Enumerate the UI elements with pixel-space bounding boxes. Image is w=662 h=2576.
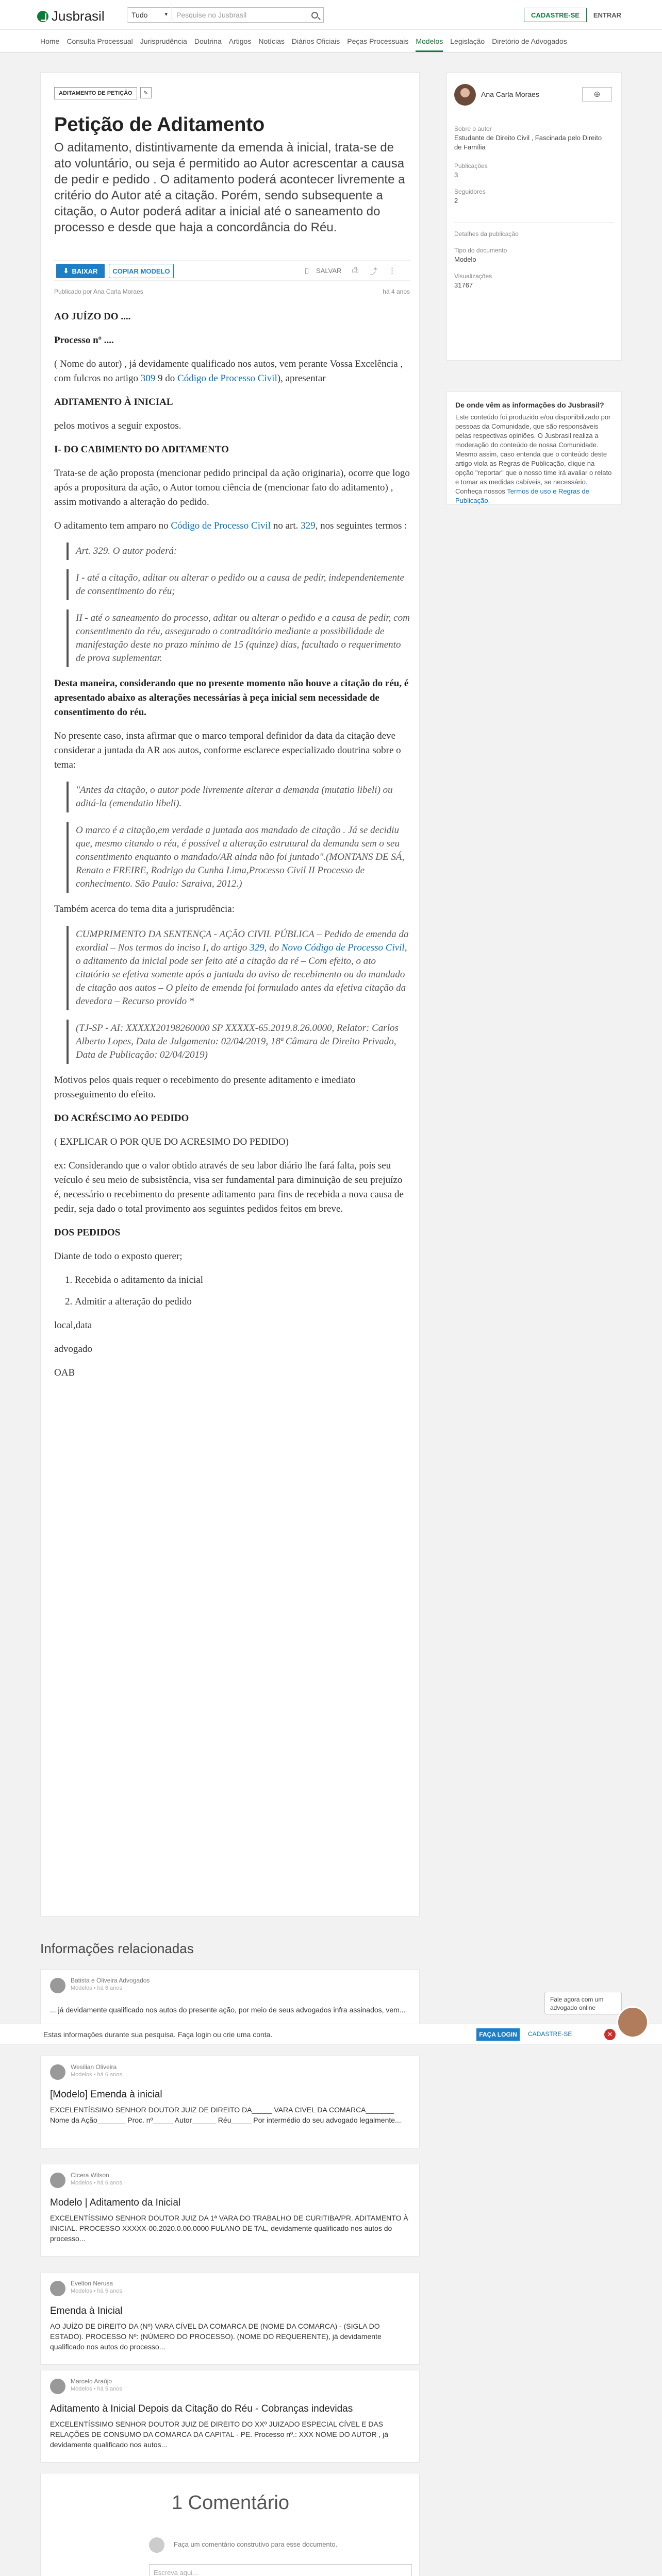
search-input[interactable]: Pesquise no Jusbrasil (172, 7, 306, 23)
published-age: há 4 anos (383, 288, 410, 295)
related-title-link[interactable]: Modelo | Aditamento da Inicial (50, 2197, 181, 2208)
related-snippet: EXCELENTÍSSIMO SENHOR DOUTOR JUIZ DA 1ª VARA DO TRABALHO DE CURITIBA/PR. ADITAMENTO À INICIAL. PROCESSO XXXXX-00.2020.0.00.0000 FULANO DE TAL, devidamente qualificado nos autos do processo... (50, 2214, 408, 2243)
doc-quote: Art. 329. O autor poderá: (67, 543, 410, 560)
article-actions (54, 260, 410, 281)
avatar (50, 2064, 65, 2080)
type-label: Tipo do documento (454, 247, 507, 254)
nav-doutrina[interactable]: Doutrina (194, 37, 222, 45)
close-icon[interactable]: ✕ (604, 2029, 616, 2040)
doc-process-number: Processo nº .... (54, 335, 114, 346)
download-label: BAIXAR (72, 267, 98, 275)
doc-heading: ADITAMENTO À INICIAL (54, 397, 173, 408)
comment-textarea[interactable]: Escreva aqui... (149, 2564, 412, 2576)
related-meta: Modelos • há 6 anos (71, 2072, 122, 2078)
chat-bubble[interactable]: Fale agora com um advogado online (544, 1992, 622, 2014)
avatar (50, 2281, 65, 2296)
published-by[interactable]: Publicado por Ana Carla Moraes (54, 288, 143, 295)
doc-paragraph (54, 519, 410, 533)
followers-value: 2 (454, 197, 458, 205)
publication-info (54, 288, 410, 295)
views-value: 31767 (454, 281, 473, 289)
doc-heading: DOS PEDIDOS (54, 1227, 121, 1238)
doc-intro-text: ( Nome do autor) , já devidamente qualificado nos autos, vem perante Vossa Excelência , com fulcros no artigo (54, 359, 403, 384)
doc-paragraph: OAB (54, 1367, 75, 1378)
doc-quote: O marco é a citação,em verdade a juntada aos mandado de citação . Já se decidiu que, mesmo citando o réu, é possível a alteração estrutural da demanda sem o seu consentimento enquanto o mandado/AR ainda não foi juntado".(MONTANS DE SÁ, Renato e FREIRE, Rodrigo da Cunha Lima,Processo Civil II Processo de conhecimento. São Paulo: Saraiva, 2012.) (67, 822, 410, 893)
info-body: Este conteúdo foi produzido e/ou disponibilizado por pessoas da Comunidade, que são responsáveis pelas respectivas opiniões. O Jusbrasil realiza a moderação do conteúdo de nossa Comunidade. Mesmo assim, caso entenda que o conteúdo deste artigo viola as Regras de Publicação, clique na opção "reportar" que o nosso time irá avaliar o relato e tomar as medidas cabíveis, se necessário. Conheça nossos (455, 413, 612, 495)
related-snippet: EXCELENTÍSSIMO SENHOR DOUTOR JUIZ DE DIREITO DA_____ VARA CIVEL DA COMARCA_______ Nome da Ação_______ Proc. nº_____ Autor______ Réu_____ Por intermédio do seu advogado legalmente... (50, 2106, 401, 2124)
doc-text: , o aditamento da inicial pode ser feito até a citação da ré – Com efeito, o ato citatório se efetiva somente após a juntada do aviso de recebimento ou do mandado de citação aos autos – O pleito de emenda foi formulado antes da efetiva citação da devedora – Recurso provido * (76, 942, 407, 1007)
related-author[interactable]: Batista e Oliveira Advogados (71, 1977, 150, 1984)
related-author[interactable]: Cícera Wilson (71, 2172, 109, 2179)
list-item: 1. Recebida o aditamento da inicial (75, 1273, 410, 1287)
nav-legislacao[interactable]: Legislação (450, 37, 485, 45)
avatar (50, 2379, 65, 2394)
related-author[interactable]: Marcelo Araújo (71, 2378, 112, 2385)
info-text (455, 413, 613, 505)
doc-paragraph: No presente caso, insta afirmar que o marco temporal definidor da data da citação deve considerar a juntada da AR aos autos, conforme esclarece especializado doutrina sobre o tema: (54, 731, 401, 770)
publications-label: Publicações (454, 162, 488, 170)
chat-avatar[interactable] (617, 2006, 649, 2038)
avatar (50, 1978, 65, 1993)
page-title: Petição de Aditamento (54, 114, 265, 135)
category-tag[interactable]: ADITAMENTO DE PETIÇÃO (54, 87, 137, 99)
doc-paragraph: Também acerca do tema dita a jurisprudência: (54, 904, 235, 914)
comment-hint: Faça um comentário construtivo para esse documento. (174, 2540, 338, 2548)
share-icon[interactable]: ⤴ (370, 267, 378, 276)
doc-paragraph: ( EXPLICAR O POR QUE DO ACRESIMO DO PEDIDO) (54, 1137, 289, 1147)
edit-icon[interactable]: ✎ (140, 87, 152, 98)
document-body (54, 310, 410, 1389)
doc-addressee: AO JUÍZO DO .... (54, 311, 131, 322)
doc-intro (54, 357, 410, 386)
add-user-icon: ⊕ (593, 90, 601, 99)
article-card (40, 72, 420, 1917)
doc-type (454, 246, 609, 264)
followers-label: Seguidores (454, 188, 486, 195)
related-snippet: AO JUÍZO DE DIREITO DA (Nº) VARA CÍVEL DA COMARCA DE (NOME DA COMARCA) - (SIGLA DO ESTADO). PROCESSO Nº: (NÚMERO DO PROCESSO). (NOME DO REQUERENTE), já devidamente qualificado nos autos do processo... (50, 2322, 382, 2351)
related-title-link[interactable]: Aditamento à Inicial Depois da Citação do Réu - Cobranças indevidas (50, 2403, 353, 2414)
about-text: Estudante de Direito Civil , Fascinada pelo Direito de Família (454, 134, 602, 151)
doc-heading: I- DO CABIMENTO DO ADITAMENTO (54, 444, 229, 455)
doc-paragraph: local,data (54, 1320, 92, 1331)
related-item[interactable] (40, 2164, 420, 2257)
chevron-down-icon: ▾ (164, 11, 168, 18)
login-button[interactable]: ENTRAR (593, 11, 622, 19)
nav-diretorio-advogados[interactable]: Diretório de Advogados (492, 37, 567, 45)
publications-value: 3 (454, 171, 458, 179)
doc-text: O aditamento tem amparo no (54, 520, 171, 531)
search-icon (311, 12, 318, 19)
copy-template-button[interactable]: COPIAR MODELO (109, 264, 174, 278)
link-novo-cpc[interactable]: Novo Código de Processo Civil (281, 942, 405, 953)
bookmark-icon[interactable]: ▯ (305, 266, 309, 275)
save-button[interactable]: SALVAR (316, 267, 342, 275)
link-art-309[interactable]: 309 (140, 373, 156, 384)
doc-paragraph-bold: Desta maneira, considerando que no presente momento não houve a citação do réu, é apresentado abaixo as alterações necessárias à peça inicial sem necessidade de consentimento do réu. (54, 678, 409, 718)
link-art-329[interactable]: 329 (301, 520, 316, 531)
related-title-link[interactable]: Emenda à Inicial (50, 2306, 123, 2316)
details-label: Detalhes da publicação (454, 230, 519, 238)
publications-count (454, 161, 609, 180)
download-button[interactable] (56, 264, 105, 278)
related-item[interactable] (40, 1969, 420, 2031)
related-item[interactable] (40, 2056, 420, 2148)
related-meta: Modelos • há 6 anos (71, 2180, 122, 2186)
print-icon[interactable]: ⎙ (352, 266, 359, 275)
logo-text: Jusbrasil (52, 8, 105, 24)
jusbrasil-logo[interactable] (37, 8, 105, 24)
related-snippet: EXCELENTÍSSIMO SENHOR DOUTOR JUIZ DE DIREITO DO XXº JUIZADO ESPECIAL CÍVEL E DAS RELAÇÕES DE CONSUMO DA COMARCA DA CAPITAL - PE. Processo nº.: XXX NOME DO AUTOR , já devidamente qualificado nos autos... (50, 2420, 389, 2449)
related-title-link[interactable]: [Modelo] Emenda à inicial (50, 2089, 162, 2100)
about-section (454, 124, 609, 152)
cookie-text: Estas informações durante sua pesquisa. Faça login ou crie uma conta. (43, 2030, 273, 2039)
list-item: 2. Admitir a alteração do pedido (75, 1295, 410, 1309)
author-name[interactable]: Ana Carla Moraes (481, 90, 539, 98)
avatar (149, 2537, 164, 2553)
doc-text: CUMPRIMENTO DA SENTENÇA - AÇÃO CIVIL PÚBLICA – Pedido de emenda da exordial – Nos termos do inciso I, do artigo (76, 929, 409, 953)
related-title: Informações relacionadas (40, 1941, 194, 1956)
views-label: Visualizações (454, 273, 492, 280)
terms-link[interactable]: Termos de uso e Regras de Publicação (455, 487, 589, 504)
scope-value: Tudo (131, 11, 148, 19)
comments-title: 1 Comentário (171, 2492, 290, 2514)
related-meta: Modelos • há 5 anos (71, 2288, 122, 2294)
doc-quote: II - até o saneamento do processo, aditar ou alterar o pedido e a causa de pedir, com consentimento do réu, assegurado o contraditório mediante a possibilidade de manifestação deste no prazo mínimo de 15 (quinze) dias, facultado o requerimento de prova suplementar. (67, 609, 410, 667)
cookie-login-button[interactable]: FAÇA LOGIN (476, 2028, 520, 2041)
doc-paragraph: Diante de todo o exposto querer; (54, 1251, 183, 1262)
info-source-box (446, 392, 622, 505)
search-scope-select[interactable] (127, 7, 172, 23)
doc-text: no art. (271, 520, 301, 531)
doc-quote (67, 926, 410, 1010)
logo-icon (37, 11, 48, 22)
details-heading (454, 229, 609, 239)
nav-home[interactable]: Home (40, 37, 60, 45)
doc-request-list (75, 1273, 410, 1309)
related-item[interactable] (40, 2370, 420, 2463)
author-sidebar (446, 72, 622, 361)
doc-paragraph: pelos motivos a seguir expostos. (54, 420, 181, 431)
related-meta: Modelos • há 5 anos (71, 2386, 122, 2392)
doc-quote: "Antes da citação, o autor pode livremente alterar a demanda (mutatio libeli) ou aditá-la (emendatio libeli). (67, 782, 410, 812)
doc-intro-text: 9 do (155, 373, 178, 384)
main-nav (0, 30, 662, 53)
doc-text: , do (264, 942, 282, 953)
related-author[interactable]: Wesilian Oliveira (71, 2063, 117, 2071)
about-label: Sobre o autor (454, 125, 492, 132)
followers-count (454, 187, 609, 206)
info-body-end: . (488, 497, 490, 504)
divider (454, 222, 614, 223)
related-snippet: ... já devidamente qualificado nos autos do presente ação, por meio de seus advogados infra assinados, vem... (50, 2006, 406, 2014)
type-value: Modelo (454, 256, 476, 263)
link-cpc[interactable]: Código de Processo Civil (171, 520, 271, 531)
avatar (50, 2173, 65, 2188)
top-bar (0, 0, 662, 30)
follow-button[interactable] (582, 87, 612, 101)
nav-pecas-processuais[interactable]: Peças Processuais (347, 37, 409, 45)
avatar[interactable] (454, 84, 476, 106)
nav-noticias[interactable]: Notícias (258, 37, 285, 45)
related-item[interactable] (40, 2272, 420, 2365)
link-cpc[interactable]: Código de Processo Civil (177, 373, 277, 384)
doc-quote: I - até a citação, aditar ou alterar o pedido ou a causa de pedir, independentemente de consentimento do réu; (67, 569, 410, 600)
link-art-329[interactable]: 329 (250, 942, 264, 953)
doc-text: , nos seguintes termos : (315, 520, 407, 531)
doc-quote: (TJ-SP - AI: XXXXX20198260000 SP XXXXX-65.2019.8.26.0000, Relator: Carlos Alberto Lopes, Data de Julgamento: 02/04/2019, 18ª Câmara de Direito Privado, Data de Publicação: 02/04/2019) (67, 1020, 410, 1064)
info-question: De onde vêm as informações do Jusbrasil? (455, 401, 604, 409)
nav-diarios-oficiais[interactable]: Diários Oficiais (291, 37, 340, 45)
nav-modelos[interactable]: Modelos (416, 37, 443, 52)
doc-heading: DO ACRÉSCIMO AO PEDIDO (54, 1113, 189, 1124)
doc-paragraph: ex: Considerando que o valor obtido através de seu labor diário lhe fará falta, pois seu veículo é seu meio de subsistência, visa ser fundamental para diminuição de seu prejuízo é, necessário o recebimento do presente aditamento para fins de recebida a nova causa de pedir, seja dado o total provimento aos seguintes pedidos feitos em breve. (54, 1160, 404, 1214)
related-author[interactable]: Evelton Nerusa (71, 2280, 113, 2287)
cookie-banner (0, 2024, 662, 2044)
signup-button[interactable]: CADASTRE-SE (524, 8, 587, 22)
article-summary: O aditamento, distintivamente da emenda à inicial, trata-se de ato voluntário, ou seja é permitido ao Autor acrescentar a causa de pedir e pedido . O aditamento poderá acontecer livremente a critério do Autor até a citação. Porém, sendo subsequente a citação, o Autor poderá aditar a inicial até o saneamento do processo e desde que haja a concordância do Réu. (54, 141, 405, 234)
comments-section (40, 2473, 420, 2576)
nav-consulta-processual[interactable]: Consulta Processual (67, 37, 133, 45)
more-options-icon[interactable]: ⋮ (388, 266, 396, 275)
nav-jurisprudencia[interactable]: Jurisprudência (140, 37, 187, 45)
views-count (454, 272, 609, 290)
download-icon: ⬇ (63, 267, 69, 275)
cookie-signup-link[interactable]: CADASTRE-SE (528, 2030, 572, 2038)
doc-paragraph: Trata-se de ação proposta (mencionar pedido principal da ação originaria), ocorre que logo após a propositura da ação, o Autor tomou ciência de (mencionar fato do aditamento) , assim motivando a alteração do pedido. (54, 468, 410, 507)
doc-intro-text: ), apresentar (277, 373, 326, 384)
nav-artigos[interactable]: Artigos (228, 37, 252, 45)
search-button[interactable] (306, 7, 324, 23)
related-meta: Modelos • há 6 anos (71, 1985, 122, 1991)
doc-paragraph: advogado (54, 1344, 92, 1354)
doc-paragraph: Motivos pelos quais requer o recebimento do presente aditamento e imediato prosseguimento do efeito. (54, 1075, 356, 1100)
